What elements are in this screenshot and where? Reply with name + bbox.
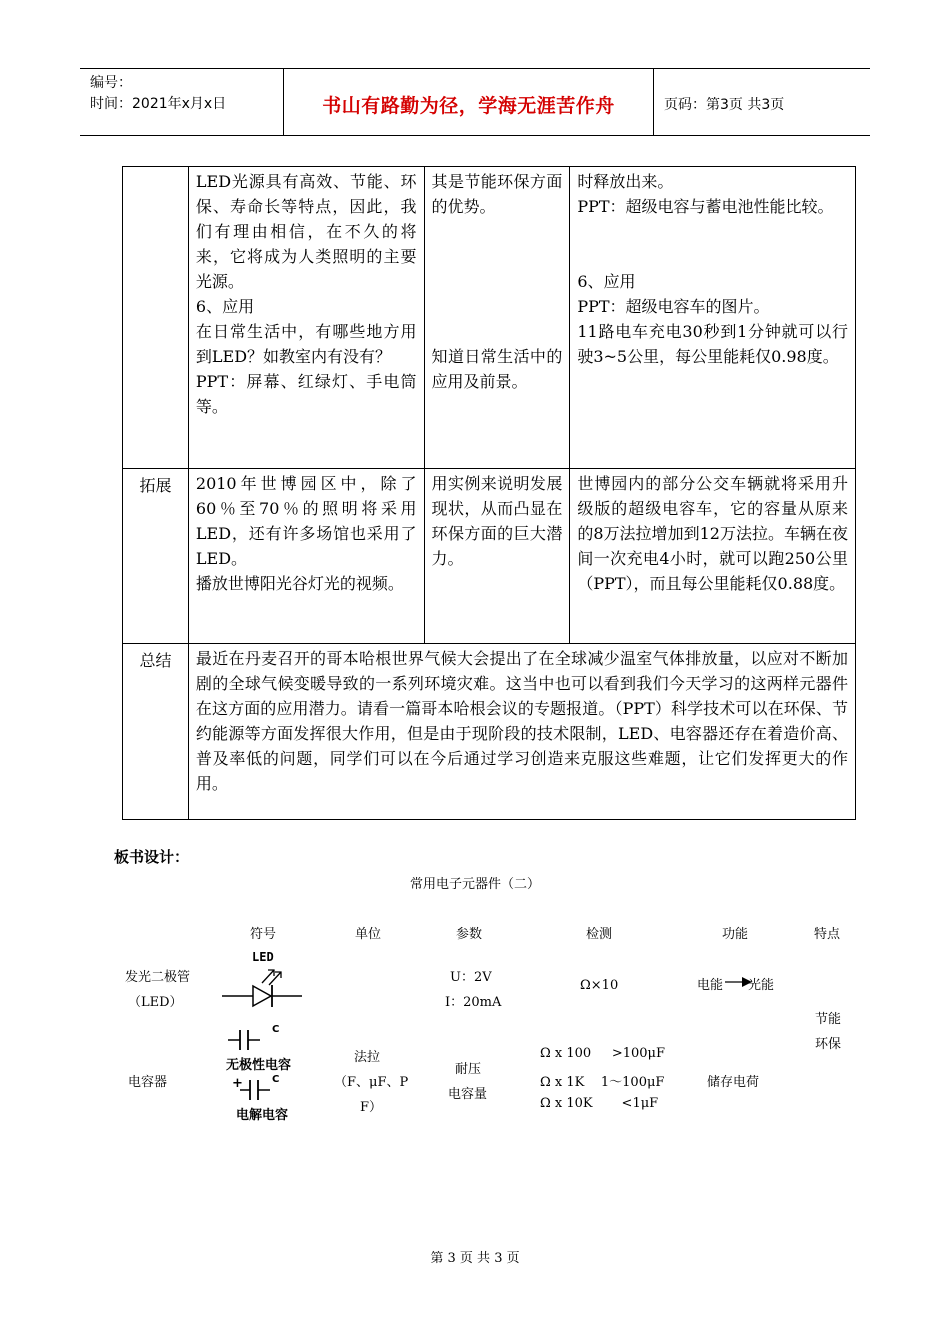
content-line: PPT：屏幕、红绿灯、手电筒等。	[195, 372, 417, 416]
intent-text: 用实例来说明发展现状，从而凸显在环保方面的巨大潜力。	[431, 474, 563, 568]
row-label: 总结	[123, 644, 189, 820]
nonpolar-capacitor-icon	[228, 1028, 262, 1052]
header-feature: 特点	[814, 927, 841, 942]
electrolytic-capacitor-label: 电解电容	[236, 1108, 289, 1123]
led-name: 发光二极管	[125, 970, 191, 985]
header-test: 检测	[586, 927, 613, 942]
led-name-abbr: （LED）	[128, 995, 183, 1010]
led-diode-icon	[220, 962, 304, 1012]
feature-eco: 环保	[815, 1037, 842, 1052]
capacitor-unit-name: 法拉	[354, 1050, 381, 1065]
capacitor-name: 电容器	[128, 1075, 168, 1090]
page-header	[80, 68, 870, 136]
board-design-title: 板书设计：	[114, 848, 190, 866]
table-row	[123, 167, 856, 469]
capacitor-function: 储存电荷	[707, 1075, 760, 1090]
header-meta	[80, 69, 284, 135]
supplement-line: PPT：超级电容车的图片。	[577, 297, 770, 316]
capacitor-unit-list-end: F）	[360, 1100, 383, 1115]
teaching-content-cell	[188, 469, 424, 644]
capacitor-test-range-1: Ω x 100 >100μF	[540, 1046, 666, 1061]
content-line: 播放世博阳光谷灯光的视频。	[195, 574, 404, 593]
led-function-to: 光能	[748, 978, 775, 993]
supplement-line: 时释放出来。	[577, 172, 674, 191]
content-line: 6、应用	[195, 297, 255, 316]
diagram-title: 常用电子元器件（二）	[409, 877, 540, 892]
header-unit: 单位	[355, 927, 382, 942]
design-intent-cell	[424, 469, 570, 644]
capacitor-param-capacity: 电容量	[448, 1087, 488, 1102]
row-label	[123, 167, 189, 469]
supplement-line: 世博园内的部分公交车辆就将采用升级版的超级电容车，它的容量从原来的8万法拉增加到12万法拉。车辆在夜间一次充电4小时，就可以跑250公里（PPT），而且每公里能耗仅0.88度。	[577, 474, 848, 593]
capacitor-unit-list: （F、μF、P	[334, 1075, 409, 1090]
time-label: 时间：2021年x月x日	[90, 96, 227, 112]
teaching-content-cell	[188, 167, 424, 469]
feature-energy-saving: 节能	[815, 1012, 842, 1027]
supplement-cell	[570, 167, 856, 469]
header-function: 功能	[722, 927, 749, 942]
capacitor-test-range-3: Ω x 10K <1μF	[540, 1096, 659, 1111]
row-label: 拓展	[123, 469, 189, 644]
table-row	[123, 469, 856, 644]
content-line: 在日常生活中，有哪些地方用到LED？如教室内有没有？	[195, 322, 417, 366]
capacitor-c1-label: C	[272, 1024, 280, 1035]
capacitor-c2-label: C	[272, 1074, 280, 1085]
header-param: 参数	[456, 927, 483, 942]
supplement-line: 6、应用	[577, 272, 636, 291]
capacitor-test-range-2: Ω x 1K 1～100μF	[540, 1075, 665, 1090]
led-param-current: I：20mA	[445, 995, 502, 1010]
led-param-voltage: U：2V	[450, 970, 492, 985]
design-intent-cell	[424, 167, 570, 469]
summary-text: 最近在丹麦召开的哥本哈根世界气候大会提出了在全球减少温室气体排放量，以应对不断加剧的全球气候变暖导致的一系列环境灾难。这当中也可以看到我们今天学习的这两样元器件在这方面的应用潜力。请看一篇哥本哈根会议的专题报道。（PPT）科学技术可以在环保、节约能源等方面发挥很大作用，但是由于现阶段的技术限制，LED、电容器还存在着造价高、普及率低的问题，同学们可以在今后通过学习创造来克服这些难题，让它们发挥更大的作用。	[195, 649, 848, 793]
led-function-from: 电能	[697, 978, 724, 993]
intent-text: 知道日常生活中的应用及前景。	[431, 347, 563, 391]
intent-text: 其是节能环保方面的优势。	[431, 172, 563, 216]
number-label: 编号：	[90, 75, 132, 91]
nonpolar-capacitor-label: 无极性电容	[226, 1058, 292, 1073]
summary-cell	[188, 644, 855, 820]
led-test-value: Ω×10	[580, 978, 619, 993]
supplement-line: PPT：超级电容与蓄电池性能比较。	[577, 197, 834, 216]
header-symbol: 符号	[250, 927, 277, 942]
page-footer: 第 3 页 共 3 页	[430, 1251, 520, 1266]
plus-sign-label: +	[232, 1076, 243, 1091]
capacitor-param-voltage: 耐压	[455, 1062, 482, 1077]
content-line: LED光源具有高效、节能、环保、寿命长等特点，因此，我们有理由相信，在不久的将来，它将成为人类照明的主要光源。	[195, 172, 417, 291]
table-row	[123, 644, 856, 820]
header-motto: 书山有路勤为径，学海无涯苦作舟	[284, 69, 654, 135]
led-symbol-label: LED	[252, 950, 274, 964]
lesson-table	[122, 166, 856, 820]
supplement-line: 11路电车充电30秒到1分钟就可以行驶3~5公里，每公里能耗仅0.98度。	[577, 322, 848, 366]
content-line: 2010年世博园区中，除了60％至70％的照明将采用LED，还有许多场馆也采用了LED。	[195, 474, 417, 568]
electrolytic-capacitor-icon	[234, 1078, 274, 1102]
header-page-label: 页码：第3页 共3页	[664, 97, 785, 113]
supplement-cell	[570, 469, 856, 644]
